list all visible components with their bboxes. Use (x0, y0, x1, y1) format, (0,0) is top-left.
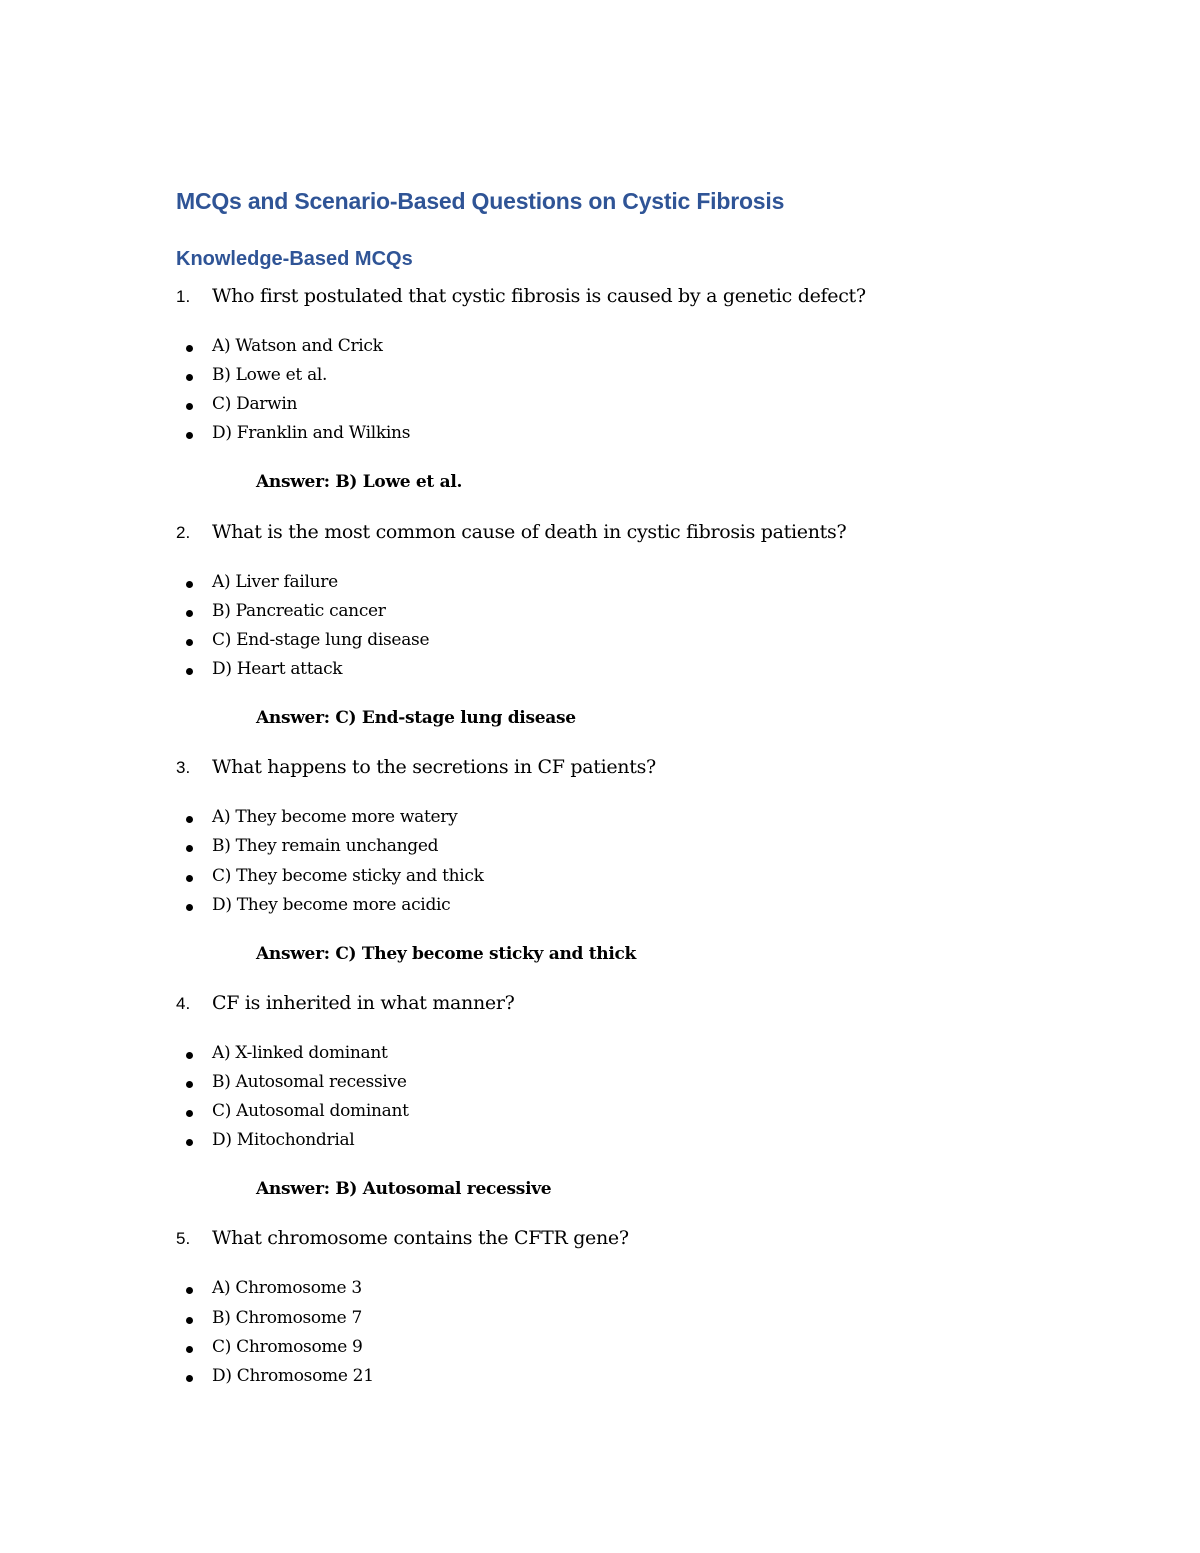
option-item: C) End-stage lung disease (212, 630, 430, 650)
bullet-icon (186, 403, 193, 410)
bullet-icon (186, 1346, 193, 1353)
bullet-icon (186, 816, 193, 823)
option-item: D) Mitochondrial (212, 1130, 355, 1150)
answer-text: Answer: C) End-stage lung disease (256, 708, 576, 728)
option-item: B) Pancreatic cancer (212, 601, 386, 621)
bullet-icon (186, 639, 193, 646)
option-item: A) Watson and Crick (212, 336, 383, 356)
option-item: A) They become more watery (212, 807, 458, 827)
option-item: B) Autosomal recessive (212, 1072, 407, 1092)
bullet-icon (186, 374, 193, 381)
option-item: D) Franklin and Wilkins (212, 423, 411, 443)
option-item: A) Liver failure (212, 572, 338, 592)
bullet-icon (186, 581, 193, 588)
option-item: A) X-linked dominant (212, 1043, 388, 1063)
option-item: C) They become sticky and thick (212, 866, 484, 886)
option-item: C) Chromosome 9 (212, 1337, 363, 1357)
question-number: 2. (176, 523, 191, 542)
bullet-icon (186, 845, 193, 852)
option-item: A) Chromosome 3 (212, 1278, 362, 1298)
option-item: B) Chromosome 7 (212, 1308, 363, 1328)
question-number: 4. (176, 994, 191, 1013)
page-title: MCQs and Scenario-Based Questions on Cystic Fibrosis (176, 188, 785, 214)
question-number: 1. (176, 287, 191, 306)
question-text: CF is inherited in what manner? (212, 992, 515, 1014)
option-item: C) Autosomal dominant (212, 1101, 409, 1121)
bullet-icon (186, 345, 193, 352)
bullet-icon (186, 904, 193, 911)
bullet-icon (186, 1139, 193, 1146)
bullet-icon (186, 668, 193, 675)
question-number: 5. (176, 1229, 191, 1248)
answer-text: Answer: B) Autosomal recessive (256, 1179, 552, 1199)
question-text: What happens to the secretions in CF patients? (212, 756, 656, 778)
option-item: D) They become more acidic (212, 895, 451, 915)
answer-text: Answer: B) Lowe et al. (256, 472, 463, 492)
bullet-icon (186, 1317, 193, 1324)
bullet-icon (186, 1081, 193, 1088)
option-item: B) Lowe et al. (212, 365, 328, 385)
option-item: D) Heart attack (212, 659, 343, 679)
question-number: 3. (176, 758, 191, 777)
question-text: Who first postulated that cystic fibrosis is caused by a genetic defect? (212, 285, 866, 307)
bullet-icon (186, 432, 193, 439)
bullet-icon (186, 610, 193, 617)
section-heading: Knowledge-Based MCQs (176, 248, 413, 270)
bullet-icon (186, 1110, 193, 1117)
bullet-icon (186, 1375, 193, 1382)
bullet-icon (186, 1287, 193, 1294)
option-item: C) Darwin (212, 394, 298, 414)
option-item: D) Chromosome 21 (212, 1366, 374, 1386)
question-text: What is the most common cause of death in cystic fibrosis patients? (212, 521, 847, 543)
option-item: B) They remain unchanged (212, 836, 439, 856)
answer-text: Answer: C) They become sticky and thick (256, 944, 637, 964)
bullet-icon (186, 1052, 193, 1059)
bullet-icon (186, 875, 193, 882)
question-text: What chromosome contains the CFTR gene? (212, 1227, 629, 1249)
